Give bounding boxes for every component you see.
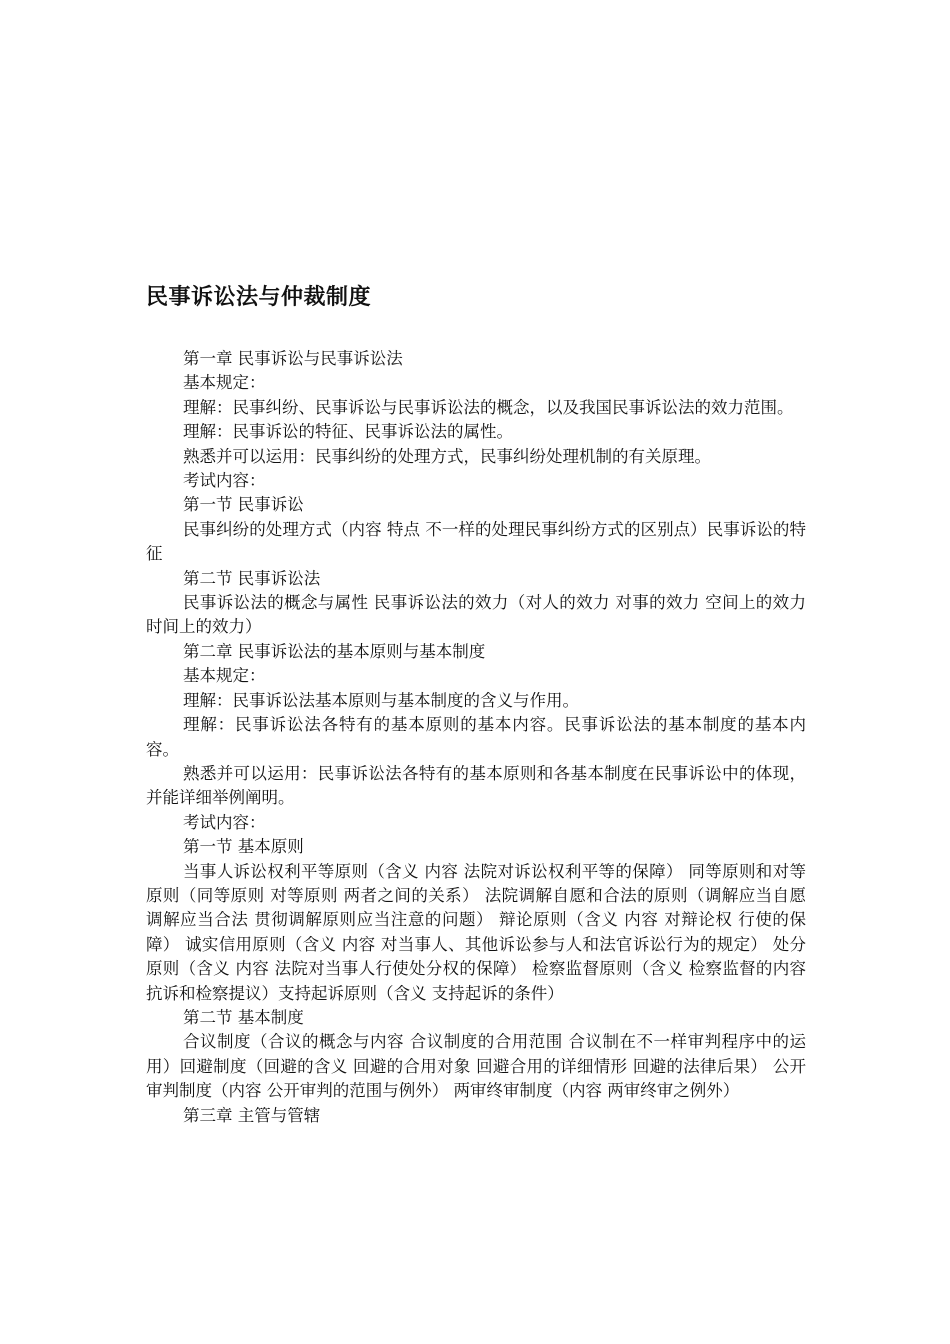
- paragraph: 民事纠纷的处理方式（内容 特点 不一样的处理民事纠纷方式的区别点）民事诉讼的特征: [146, 519, 806, 564]
- paragraph: 理解：民事诉讼的特征、民事诉讼法的属性。: [183, 422, 513, 442]
- document-title: 民事诉讼法与仲裁制度: [146, 285, 372, 310]
- paragraph: 理解：民事纠纷、民事诉讼与民事诉讼法的概念，以及我国民事诉讼法的效力范围。: [183, 397, 794, 417]
- section-heading: 第二节 民事诉讼法: [183, 568, 321, 588]
- document-body: [146, 347, 806, 1128]
- section-heading: 第一节 民事诉讼: [183, 495, 304, 515]
- paragraph: 考试内容：: [183, 471, 266, 491]
- paragraph: 考试内容：: [183, 812, 266, 832]
- chapter-heading: 第二章 民事诉讼法的基本原则与基本制度: [183, 641, 486, 661]
- paragraph: 合议制度（合议的概念与内容 合议制度的合用范围 合议制在不一样审判程序中的运用）回避制度（回避的含义 回避的合用对象 回避合用的详细情形 回避的法律后果） 公开审判制度（内容 公开审判的范围与例外） 两审终审制度（内容 两审终审之例外）: [146, 1032, 806, 1101]
- section-heading: 第一节 基本原则: [183, 837, 304, 857]
- chapter-heading: 第三章 主管与管辖: [183, 1105, 321, 1125]
- paragraph: 理解：民事诉讼法各特有的基本原则的基本内容。民事诉讼法的基本制度的基本内容。: [146, 715, 806, 759]
- paragraph: 熟悉并可以运用：民事诉讼法各特有的基本原则和各基本制度在民事诉讼中的体现，并能详细举例阐明。: [146, 763, 806, 808]
- paragraph: 基本规定：: [183, 373, 266, 393]
- paragraph: 当事人诉讼权利平等原则（含义 内容 法院对诉讼权利平等的保障） 同等原则和对等原则（同等原则 对等原则 两者之间的关系） 法院调解自愿和合法的原则（调解应当自愿 调解应当合法 贯彻调解原则应当注意的问题） 辩论原则（含义 内容 对辩论权 行使的保障） 诚实信用原则（含义 内容 对当事人、其他诉讼参与人和法官诉讼行为的规定） 处分原则（含义 内容 法院对当事人行使处分权的保障） 检察监督原则（含义 检察监督的内容 抗诉和检察提议）支持起诉原则（含义 支持起诉的条件）: [146, 861, 806, 1003]
- section-heading: 第二节 基本制度: [183, 1007, 304, 1027]
- paragraph: 理解：民事诉讼法基本原则与基本制度的含义与作用。: [183, 690, 579, 710]
- paragraph: 熟悉并可以运用：民事纠纷的处理方式，民事纠纷处理机制的有关原理。: [183, 446, 711, 466]
- chapter-heading: 第一章 民事诉讼与民事诉讼法: [183, 349, 403, 368]
- paragraph: 民事诉讼法的概念与属性 民事诉讼法的效力（对人的效力 对事的效力 空间上的效力 时间上的效力）: [146, 593, 806, 637]
- paragraph: 基本规定：: [183, 666, 266, 686]
